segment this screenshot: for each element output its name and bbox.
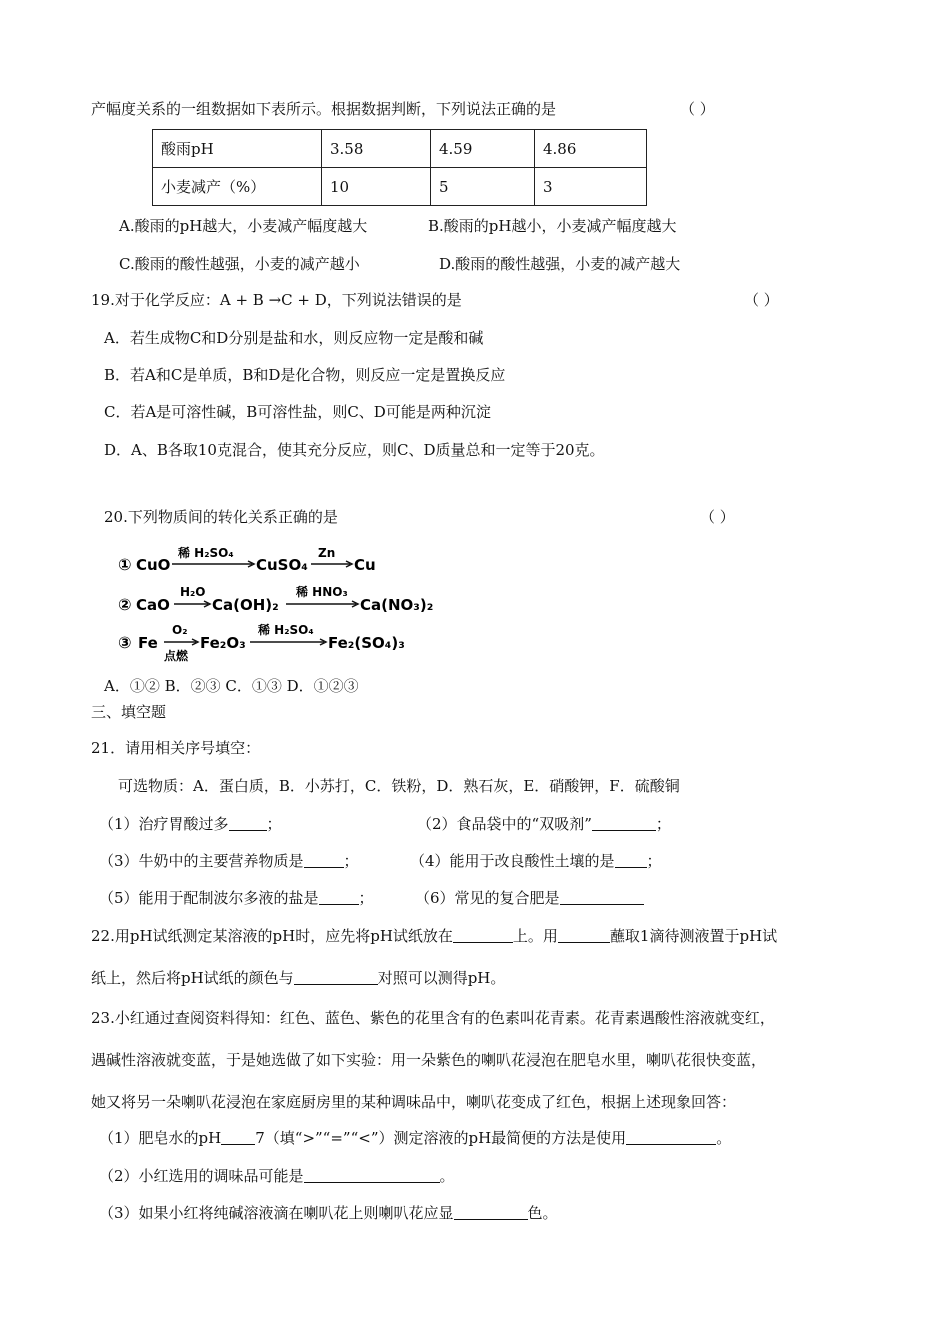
equation-number: ③ xyxy=(118,633,132,652)
answer-blank[interactable] xyxy=(592,815,656,831)
answer-blank[interactable] xyxy=(221,1129,255,1145)
text: （2）小红选用的调味品可能是 xyxy=(99,1167,304,1185)
item-text: （5）能用于配制波尔多液的盐是 xyxy=(99,889,319,907)
separator: ； xyxy=(655,815,671,833)
separator: ； xyxy=(358,889,374,907)
equation-number: ② xyxy=(118,595,132,614)
table-cell: 5 xyxy=(431,168,535,206)
table-row xyxy=(153,130,647,168)
q19-stem: 19.对于化学反应：A + B →C + D，下列说法错误的是 xyxy=(91,291,462,309)
text: 上。用 xyxy=(512,927,558,945)
q23-line-2: 遇碱性溶液就变蓝，于是她选做了如下实验：用一朵紫色的喇叭花浸泡在肥皂水里，喇叭花很快变蓝， xyxy=(91,1051,767,1069)
product: Fe₂(SO₄)₃ xyxy=(328,634,405,652)
answer-blank[interactable] xyxy=(626,1129,716,1145)
answer-blank[interactable] xyxy=(319,889,359,905)
table-cell: 4.86 xyxy=(535,130,647,168)
separator: ； xyxy=(266,815,282,833)
equation-2 xyxy=(118,584,433,614)
item-text: （3）牛奶中的主要营养物质是 xyxy=(99,852,304,870)
conversion-equations-figure xyxy=(118,540,448,665)
q21-item-1 xyxy=(99,814,282,834)
q23-sub-1 xyxy=(99,1128,731,1148)
item-text: （6）常见的复合肥是 xyxy=(415,889,560,907)
q23-sub-3 xyxy=(99,1203,558,1223)
equation-1 xyxy=(118,545,376,574)
q21-materials: 可选物质：A．蛋白质，B．小苏打，C．铁粉，D．熟石灰，E．硝酸钾，F．硫酸铜 xyxy=(118,777,680,795)
condition: H₂O xyxy=(180,585,206,599)
answer-blank[interactable] xyxy=(304,852,344,868)
answer-blank[interactable] xyxy=(560,889,644,905)
q21-item-4 xyxy=(410,851,662,871)
reactant: CuO xyxy=(136,556,171,574)
product: Fe₂O₃ xyxy=(200,634,246,652)
q18-option-b: B.酸雨的pH越小，小麦减产幅度越大 xyxy=(428,217,677,235)
q21-item-3 xyxy=(99,851,359,871)
table-cell: 3.58 xyxy=(322,130,431,168)
answer-blank[interactable] xyxy=(615,852,647,868)
table-cell: 酸雨pH xyxy=(153,130,322,168)
q23-line-3: 她又将另一朵喇叭花浸泡在家庭厨房里的某种调味品中，喇叭花变成了红色，根据上述现象回答： xyxy=(91,1093,737,1111)
q18-option-d: D.酸雨的酸性越强，小麦的减产越大 xyxy=(439,255,681,273)
table-cell: 4.59 xyxy=(431,130,535,168)
q18-option-a: A.酸雨的pH越大，小麦减产幅度越大 xyxy=(119,217,368,235)
q20-stem: 20.下列物质间的转化关系正确的是 xyxy=(104,508,338,526)
condition: 稀 H₂SO₄ xyxy=(258,623,314,637)
text: 7（填“>”“=”“<”）测定溶液的pH最简便的方法是使用 xyxy=(255,1129,627,1147)
q23-sub-2 xyxy=(99,1166,455,1186)
separator: ； xyxy=(646,852,662,870)
product: Ca(OH)₂ xyxy=(212,596,279,614)
q19-option-c: C．若A是可溶性碱，B可溶性盐，则C、D可能是两种沉淀 xyxy=(104,403,491,421)
q20-answer-paren: （ ） xyxy=(700,508,735,526)
product: Cu xyxy=(354,556,376,574)
item-text: （4）能用于改良酸性土壤的是 xyxy=(410,852,615,870)
q21-item-2 xyxy=(417,814,671,834)
q19-option-b: B．若A和C是单质，B和D是化合物，则反应一定是置换反应 xyxy=(104,366,506,384)
item-text: （2）食品袋中的“双吸剂” xyxy=(417,815,592,833)
text: 22.用pH试纸测定某溶液的pH时，应先将pH试纸放在 xyxy=(91,927,453,945)
table-cell: 3 xyxy=(535,168,647,206)
q18-answer-paren: （ ） xyxy=(680,100,715,118)
q21-stem: 21．请用相关序号填空： xyxy=(91,739,261,757)
condition: O₂ xyxy=(172,623,188,637)
q21-item-6 xyxy=(415,888,644,908)
answer-blank[interactable] xyxy=(229,815,267,831)
text: （1）肥皂水的pH xyxy=(99,1129,222,1147)
q19-option-d: D．A、B各取10克混合，使其充分反应，则C、D质量总和一定等于20克。 xyxy=(104,441,605,459)
q19-option-a: A．若生成物C和D分别是盐和水，则反应物一定是酸和碱 xyxy=(104,329,484,347)
q23-line-1: 23.小红通过查阅资料得知：红色、蓝色、紫色的花里含有的色素叫花青素。花青素遇酸性溶液就变红， xyxy=(91,1009,775,1027)
ph-yield-table xyxy=(152,129,647,206)
answer-blank[interactable] xyxy=(453,927,513,943)
q20-options: A．①② B．②③ C．①③ D．①②③ xyxy=(104,677,359,695)
answer-blank[interactable] xyxy=(294,969,378,985)
text: 。 xyxy=(439,1167,455,1185)
separator: ； xyxy=(343,852,359,870)
item-text: （1）治疗胃酸过多 xyxy=(99,815,229,833)
condition: 稀 HNO₃ xyxy=(296,585,348,599)
equation-number: ① xyxy=(118,555,132,574)
text: 。 xyxy=(716,1129,732,1147)
reactant: CaO xyxy=(136,596,170,614)
condition: Zn xyxy=(318,546,336,560)
answer-blank[interactable] xyxy=(454,1204,528,1220)
table-row xyxy=(153,168,647,206)
text: 色。 xyxy=(527,1204,558,1222)
q18-intro: 产幅度关系的一组数据如下表所示。根据数据判断，下列说法正确的是 xyxy=(91,100,557,118)
text: （3）如果小红将纯碱溶液滴在喇叭花上则喇叭花应显 xyxy=(99,1204,454,1222)
product: CuSO₄ xyxy=(256,556,308,574)
q22-line-1 xyxy=(91,926,777,946)
reactant: Fe xyxy=(138,634,158,652)
product: Ca(NO₃)₂ xyxy=(360,596,434,614)
table-cell: 小麦减产（%） xyxy=(153,168,322,206)
answer-blank[interactable] xyxy=(558,927,610,943)
q18-option-c: C.酸雨的酸性越强，小麦的减产越小 xyxy=(119,255,360,273)
table-cell: 10 xyxy=(322,168,431,206)
q22-line-2 xyxy=(91,968,505,988)
condition: 点燃 xyxy=(164,649,189,663)
condition: 稀 H₂SO₄ xyxy=(178,546,234,560)
text: 纸上，然后将pH试纸的颜色与 xyxy=(91,969,294,987)
q21-item-5 xyxy=(99,888,374,908)
text: 对照可以测得pH。 xyxy=(377,969,506,987)
answer-blank[interactable] xyxy=(304,1167,440,1183)
text: 蘸取1滴待测液置于pH试 xyxy=(609,927,778,945)
section-heading: 三、填空题 xyxy=(91,703,167,721)
equation-3 xyxy=(118,622,405,663)
q19-answer-paren: （ ） xyxy=(744,291,779,309)
